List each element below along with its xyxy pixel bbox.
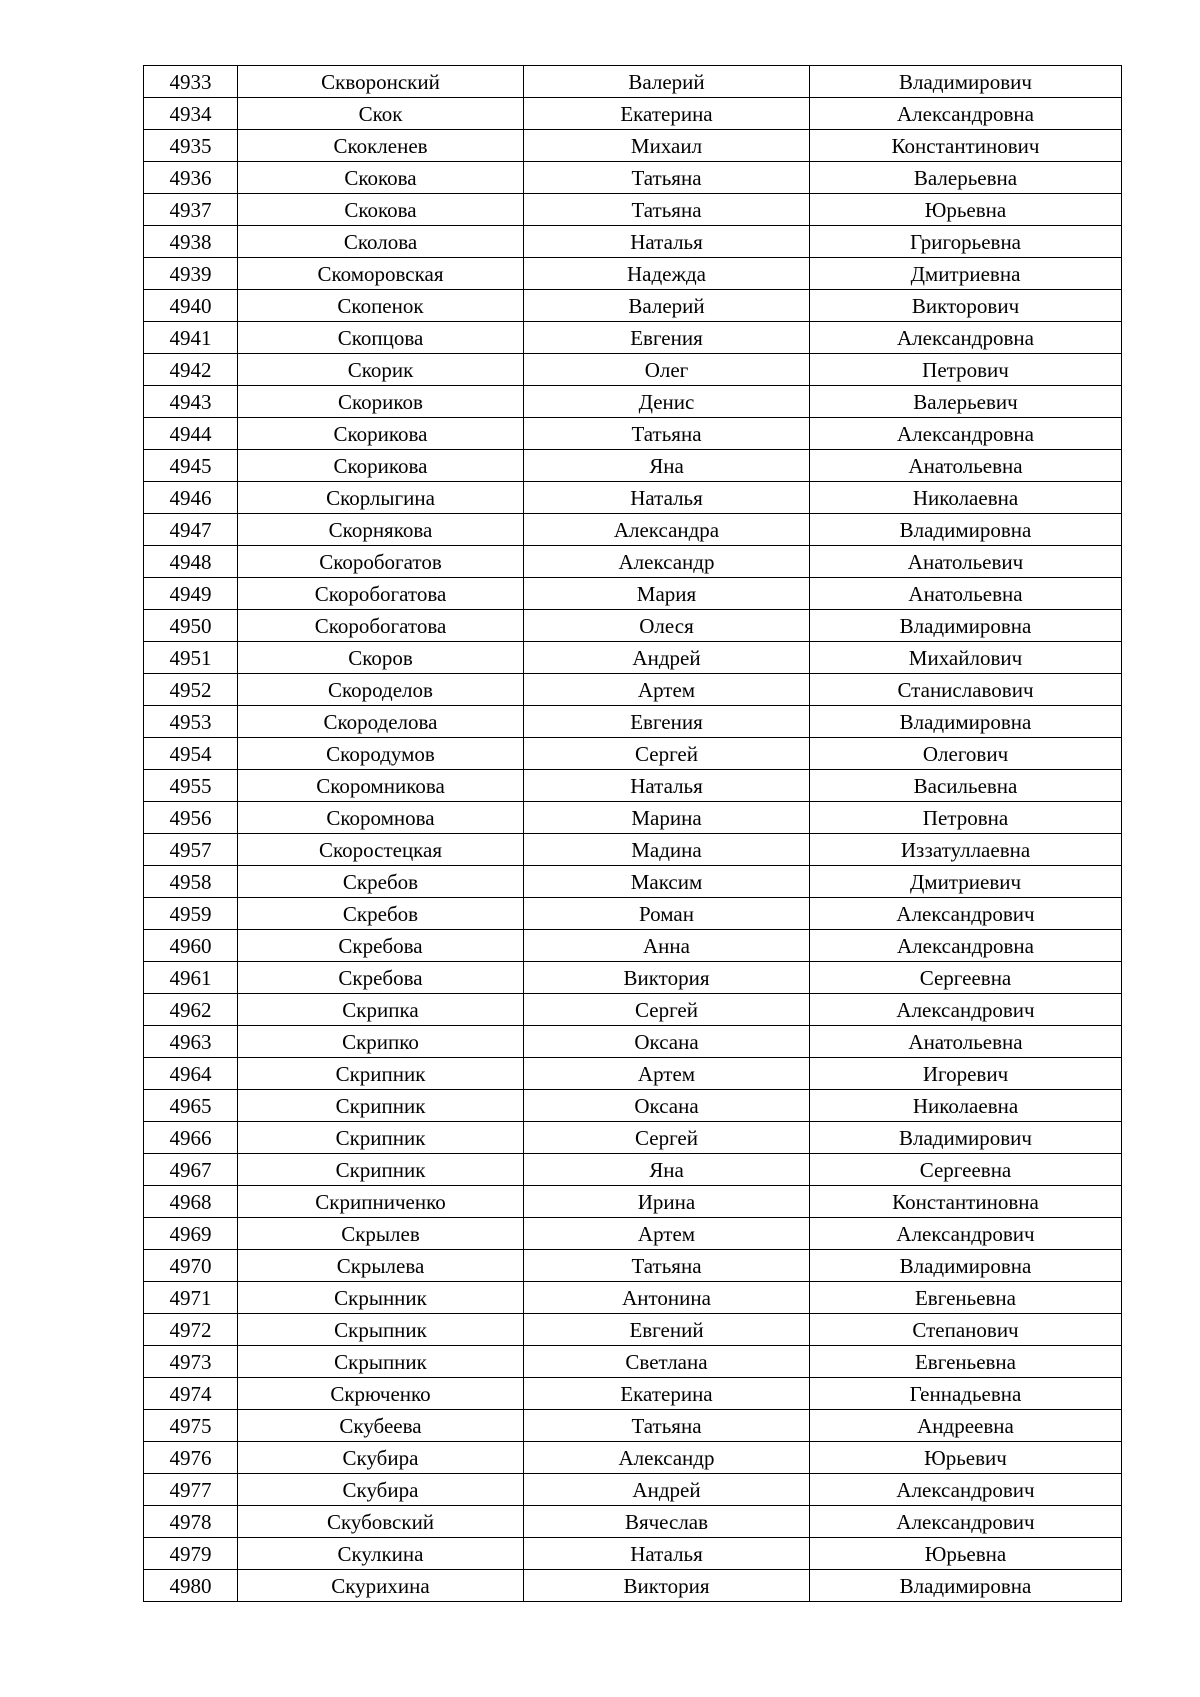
first-name-cell: Александр [524,1442,810,1474]
row-number-cell: 4975 [144,1410,238,1442]
last-name-cell: Скоробогатов [238,546,524,578]
patronymic-cell: Александровна [810,418,1122,450]
patronymic-cell: Иззатуллаевна [810,834,1122,866]
last-name-cell: Скрыпник [238,1314,524,1346]
row-number-cell: 4972 [144,1314,238,1346]
table-row [144,1154,1122,1186]
table-row [144,1186,1122,1218]
first-name-cell: Михаил [524,130,810,162]
patronymic-cell: Владимирович [810,1122,1122,1154]
table-row [144,1026,1122,1058]
table-row [144,674,1122,706]
row-number-cell: 4957 [144,834,238,866]
row-number-cell: 4937 [144,194,238,226]
last-name-cell: Скрюченко [238,1378,524,1410]
patronymic-cell: Степанович [810,1314,1122,1346]
row-number-cell: 4946 [144,482,238,514]
patronymic-cell: Петровна [810,802,1122,834]
table-row [144,1314,1122,1346]
first-name-cell: Татьяна [524,194,810,226]
last-name-cell: Скрипниченко [238,1186,524,1218]
patronymic-cell: Константинович [810,130,1122,162]
last-name-cell: Скубовский [238,1506,524,1538]
row-number-cell: 4942 [144,354,238,386]
first-name-cell: Евгений [524,1314,810,1346]
table-row [144,738,1122,770]
first-name-cell: Евгения [524,322,810,354]
row-number-cell: 4978 [144,1506,238,1538]
patronymic-cell: Владимировна [810,610,1122,642]
last-name-cell: Скрипник [238,1090,524,1122]
table-row [144,1282,1122,1314]
last-name-cell: Скоробогатова [238,578,524,610]
first-name-cell: Сергей [524,1122,810,1154]
first-name-cell: Наталья [524,482,810,514]
last-name-cell: Скрипник [238,1154,524,1186]
row-number-cell: 4953 [144,706,238,738]
last-name-cell: Скребов [238,898,524,930]
table-row [144,1570,1122,1602]
last-name-cell: Скорикова [238,418,524,450]
first-name-cell: Наталья [524,1538,810,1570]
first-name-cell: Яна [524,450,810,482]
patronymic-cell: Александрович [810,1218,1122,1250]
last-name-cell: Сколова [238,226,524,258]
patronymic-cell: Викторович [810,290,1122,322]
first-name-cell: Татьяна [524,162,810,194]
row-number-cell: 4955 [144,770,238,802]
row-number-cell: 4974 [144,1378,238,1410]
patronymic-cell: Геннадьевна [810,1378,1122,1410]
last-name-cell: Скоробогатова [238,610,524,642]
row-number-cell: 4939 [144,258,238,290]
first-name-cell: Андрей [524,1474,810,1506]
last-name-cell: Скороделова [238,706,524,738]
table-row [144,1474,1122,1506]
row-number-cell: 4968 [144,1186,238,1218]
patronymic-cell: Александрович [810,1506,1122,1538]
patronymic-cell: Юрьевна [810,194,1122,226]
table-row [144,1218,1122,1250]
last-name-cell: Скулкина [238,1538,524,1570]
row-number-cell: 4941 [144,322,238,354]
last-name-cell: Скорик [238,354,524,386]
last-name-cell: Скоморовская [238,258,524,290]
row-number-cell: 4970 [144,1250,238,1282]
patronymic-cell: Владимировна [810,1570,1122,1602]
table-row [144,898,1122,930]
table-row [144,1506,1122,1538]
row-number-cell: 4965 [144,1090,238,1122]
table-row [144,1538,1122,1570]
patronymic-cell: Олегович [810,738,1122,770]
row-number-cell: 4936 [144,162,238,194]
table-row [144,450,1122,482]
last-name-cell: Скопенок [238,290,524,322]
patronymic-cell: Сергеевна [810,962,1122,994]
first-name-cell: Виктория [524,962,810,994]
row-number-cell: 4980 [144,1570,238,1602]
last-name-cell: Скокова [238,194,524,226]
last-name-cell: Скрипко [238,1026,524,1058]
patronymic-cell: Александрович [810,994,1122,1026]
row-number-cell: 4947 [144,514,238,546]
table-row [144,770,1122,802]
patronymic-cell: Григорьевна [810,226,1122,258]
patronymic-cell: Владимировна [810,1250,1122,1282]
patronymic-cell: Петрович [810,354,1122,386]
table-row [144,322,1122,354]
patronymic-cell: Владимировна [810,706,1122,738]
row-number-cell: 4950 [144,610,238,642]
last-name-cell: Скубира [238,1474,524,1506]
first-name-cell: Виктория [524,1570,810,1602]
table-row [144,930,1122,962]
patronymic-cell: Андреевна [810,1410,1122,1442]
first-name-cell: Светлана [524,1346,810,1378]
table-row [144,802,1122,834]
row-number-cell: 4979 [144,1538,238,1570]
table-row [144,514,1122,546]
table-row [144,162,1122,194]
table-row [144,130,1122,162]
table-row [144,1442,1122,1474]
last-name-cell: Скорнякова [238,514,524,546]
first-name-cell: Валерий [524,66,810,98]
first-name-cell: Сергей [524,738,810,770]
last-name-cell: Скрынник [238,1282,524,1314]
first-name-cell: Денис [524,386,810,418]
first-name-cell: Оксана [524,1026,810,1058]
row-number-cell: 4948 [144,546,238,578]
table-row [144,834,1122,866]
row-number-cell: 4960 [144,930,238,962]
row-number-cell: 4938 [144,226,238,258]
row-number-cell: 4952 [144,674,238,706]
first-name-cell: Валерий [524,290,810,322]
row-number-cell: 4944 [144,418,238,450]
first-name-cell: Олег [524,354,810,386]
patronymic-cell: Владимировна [810,514,1122,546]
row-number-cell: 4966 [144,1122,238,1154]
table-row [144,962,1122,994]
table-row [144,1122,1122,1154]
row-number-cell: 4943 [144,386,238,418]
row-number-cell: 4959 [144,898,238,930]
row-number-cell: 4964 [144,1058,238,1090]
first-name-cell: Яна [524,1154,810,1186]
first-name-cell: Вячеслав [524,1506,810,1538]
table-row [144,994,1122,1026]
table-row [144,1250,1122,1282]
first-name-cell: Татьяна [524,1250,810,1282]
table-row [144,1346,1122,1378]
first-name-cell: Екатерина [524,1378,810,1410]
row-number-cell: 4977 [144,1474,238,1506]
table-row [144,482,1122,514]
first-name-cell: Евгения [524,706,810,738]
last-name-cell: Скопцова [238,322,524,354]
first-name-cell: Татьяна [524,418,810,450]
patronymic-cell: Константиновна [810,1186,1122,1218]
row-number-cell: 4963 [144,1026,238,1058]
table-row [144,866,1122,898]
last-name-cell: Скребов [238,866,524,898]
last-name-cell: Скородумов [238,738,524,770]
last-name-cell: Скрылева [238,1250,524,1282]
first-name-cell: Мария [524,578,810,610]
row-number-cell: 4940 [144,290,238,322]
table-row [144,386,1122,418]
patronymic-cell: Александрович [810,1474,1122,1506]
first-name-cell: Артем [524,1058,810,1090]
first-name-cell: Роман [524,898,810,930]
table-row [144,1058,1122,1090]
patronymic-cell: Валерьевич [810,386,1122,418]
table-row [144,642,1122,674]
first-name-cell: Артем [524,674,810,706]
patronymic-cell: Александрович [810,898,1122,930]
table-row [144,194,1122,226]
table-row [144,1410,1122,1442]
last-name-cell: Скок [238,98,524,130]
last-name-cell: Скубира [238,1442,524,1474]
patronymic-cell: Александровна [810,930,1122,962]
first-name-cell: Олеся [524,610,810,642]
table-row [144,546,1122,578]
table-row [144,98,1122,130]
last-name-cell: Скрыпник [238,1346,524,1378]
table-row [144,578,1122,610]
patronymic-cell: Васильевна [810,770,1122,802]
first-name-cell: Надежда [524,258,810,290]
table-row [144,706,1122,738]
last-name-cell: Скрипник [238,1122,524,1154]
table-row [144,258,1122,290]
row-number-cell: 4956 [144,802,238,834]
patronymic-cell: Евгеньевна [810,1282,1122,1314]
last-name-cell: Скоростецкая [238,834,524,866]
patronymic-cell: Владимирович [810,66,1122,98]
first-name-cell: Сергей [524,994,810,1026]
last-name-cell: Скокленев [238,130,524,162]
patronymic-cell: Дмитриевна [810,258,1122,290]
patronymic-cell: Станиславович [810,674,1122,706]
row-number-cell: 4935 [144,130,238,162]
row-number-cell: 4945 [144,450,238,482]
patronymic-cell: Александровна [810,322,1122,354]
patronymic-cell: Михайлович [810,642,1122,674]
first-name-cell: Наталья [524,226,810,258]
table-row [144,354,1122,386]
first-name-cell: Александра [524,514,810,546]
last-name-cell: Скрипка [238,994,524,1026]
row-number-cell: 4962 [144,994,238,1026]
last-name-cell: Скребова [238,930,524,962]
last-name-cell: Скворонский [238,66,524,98]
table-row [144,610,1122,642]
first-name-cell: Максим [524,866,810,898]
first-name-cell: Наталья [524,770,810,802]
patronymic-cell: Анатольевна [810,450,1122,482]
first-name-cell: Андрей [524,642,810,674]
last-name-cell: Скорлыгина [238,482,524,514]
name-list-table [143,65,1122,1602]
patronymic-cell: Анатольевич [810,546,1122,578]
table-row [144,290,1122,322]
row-number-cell: 4949 [144,578,238,610]
last-name-cell: Скребова [238,962,524,994]
patronymic-cell: Николаевна [810,482,1122,514]
last-name-cell: Скубеева [238,1410,524,1442]
row-number-cell: 4969 [144,1218,238,1250]
patronymic-cell: Александровна [810,98,1122,130]
last-name-cell: Скурихина [238,1570,524,1602]
patronymic-cell: Сергеевна [810,1154,1122,1186]
patronymic-cell: Валерьевна [810,162,1122,194]
table-row [144,226,1122,258]
first-name-cell: Александр [524,546,810,578]
row-number-cell: 4973 [144,1346,238,1378]
last-name-cell: Скрипник [238,1058,524,1090]
first-name-cell: Артем [524,1218,810,1250]
table-row [144,1090,1122,1122]
first-name-cell: Марина [524,802,810,834]
patronymic-cell: Анатольевна [810,578,1122,610]
patronymic-cell: Юрьевич [810,1442,1122,1474]
row-number-cell: 4958 [144,866,238,898]
row-number-cell: 4976 [144,1442,238,1474]
row-number-cell: 4971 [144,1282,238,1314]
last-name-cell: Скорикова [238,450,524,482]
patronymic-cell: Евгеньевна [810,1346,1122,1378]
table-row [144,1378,1122,1410]
first-name-cell: Екатерина [524,98,810,130]
row-number-cell: 4951 [144,642,238,674]
table-row [144,66,1122,98]
row-number-cell: 4934 [144,98,238,130]
last-name-cell: Скрылев [238,1218,524,1250]
name-list-body [144,66,1122,1602]
last-name-cell: Скороделов [238,674,524,706]
row-number-cell: 4961 [144,962,238,994]
first-name-cell: Оксана [524,1090,810,1122]
row-number-cell: 4933 [144,66,238,98]
first-name-cell: Ирина [524,1186,810,1218]
last-name-cell: Скориков [238,386,524,418]
first-name-cell: Татьяна [524,1410,810,1442]
last-name-cell: Скоров [238,642,524,674]
first-name-cell: Мадина [524,834,810,866]
patronymic-cell: Игоревич [810,1058,1122,1090]
row-number-cell: 4967 [144,1154,238,1186]
patronymic-cell: Анатольевна [810,1026,1122,1058]
last-name-cell: Скоромникова [238,770,524,802]
patronymic-cell: Николаевна [810,1090,1122,1122]
table-row [144,418,1122,450]
first-name-cell: Анна [524,930,810,962]
patronymic-cell: Юрьевна [810,1538,1122,1570]
patronymic-cell: Дмитриевич [810,866,1122,898]
row-number-cell: 4954 [144,738,238,770]
first-name-cell: Антонина [524,1282,810,1314]
last-name-cell: Скокова [238,162,524,194]
last-name-cell: Скоромнова [238,802,524,834]
